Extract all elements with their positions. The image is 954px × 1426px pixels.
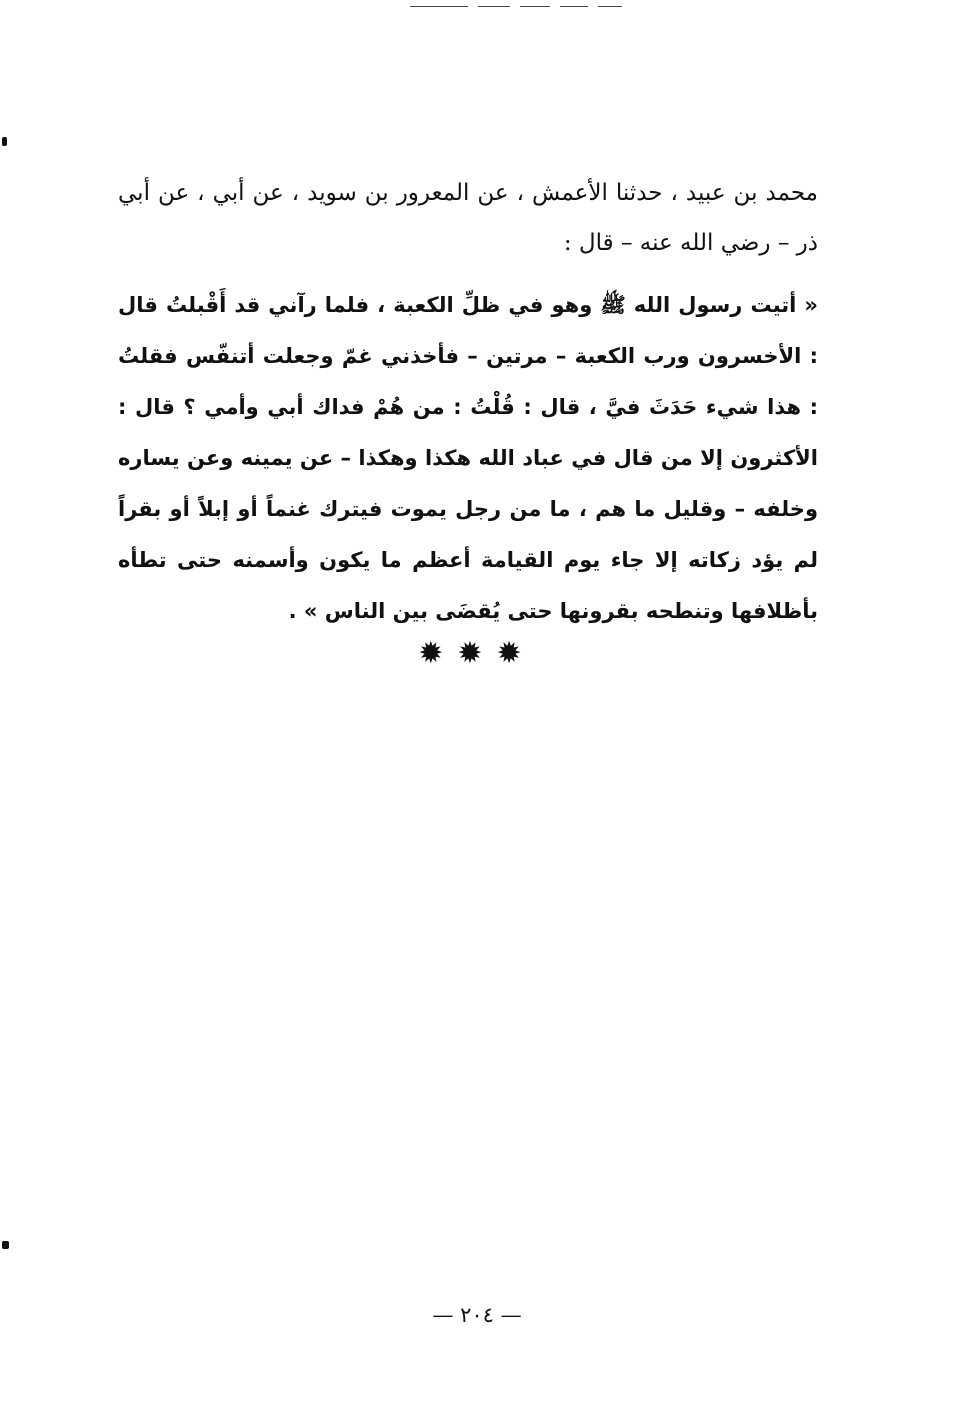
isnad-paragraph: محمد بن عبيد ، حدثنا الأعمش ، عن المعرور بن سويد ، عن أبي ، عن أبي ذر – رضي الله عنه – قال :	[118, 180, 818, 256]
top-edge-rule	[410, 6, 622, 7]
page-number: — ٢٠٤ —	[432, 1303, 522, 1327]
margin-mark-top	[2, 137, 7, 146]
section-divider-ornament: ✹✹✹	[418, 636, 536, 671]
page-body	[118, 168, 818, 637]
hadith-paragraph: « أتيت رسول الله ﷺ وهو في ظلِّ الكعبة ، فلما رآني قد أَقْبلتُ قال : الأخسرون ورب الكعبة – مرتين – فأخذني غمّ وجعلت أتنفّس فقلتُ : هذا شيء حَدَثَ فيَّ ، قال : قُلْتُ : من هُمْ فداك أبي وأمي ؟ قال : الأكثرون إلا من قال في عباد الله هكذا وهكذا – عن يمينه وعن يساره وخلفه – وقليل ما هم ، ما من رجل يموت فيترك غنماً أو إبلاً أو بقراً لم يؤد زكاته إلا جاء يوم القيامة أعظم ما يكون وأسمنه حتى تطأه بأظلافها وتنطحه بقرونها حتى يُقضَى بين الناس » .	[118, 293, 818, 623]
margin-mark-bottom	[2, 1241, 9, 1249]
